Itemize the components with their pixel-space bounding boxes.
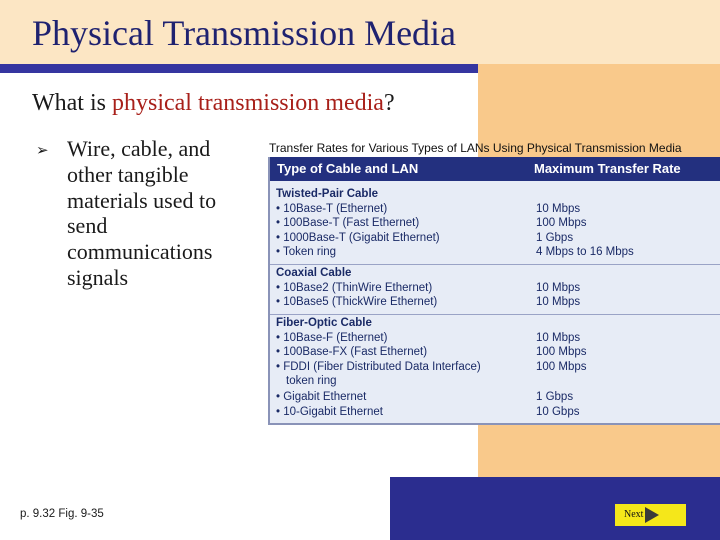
transfer-rate: 100 Mbps: [536, 360, 587, 373]
cable-type: • Gigabit Ethernet: [276, 390, 367, 403]
play-arrow-icon: [645, 507, 659, 523]
cable-type: • 10Base-T (Ethernet): [276, 202, 388, 215]
table-header: [270, 157, 720, 181]
table-row: [270, 217, 720, 232]
table-row: [270, 391, 720, 406]
table-row: [270, 406, 720, 421]
group-name: Twisted-Pair Cable: [276, 188, 379, 200]
cable-type: • 10Base-F (Ethernet): [276, 331, 388, 344]
column-header-type: Type of Cable and LAN: [277, 161, 419, 176]
slide-title: Physical Transmission Media: [32, 13, 457, 53]
table-row: [270, 232, 720, 247]
cable-type: • 1000Base-T (Gigabit Ethernet): [276, 231, 440, 244]
table-group-twisted-pair: [270, 188, 720, 261]
next-button-label: Next: [624, 509, 644, 520]
group-heading: [270, 317, 720, 332]
cable-type: • 10Base2 (ThinWire Ethernet): [276, 281, 433, 294]
table-row: [270, 346, 720, 361]
cable-type: • FDDI (Fiber Distributed Data Interface): [276, 360, 481, 373]
cable-type: • Token ring: [276, 246, 337, 259]
table-row: [270, 296, 720, 311]
transfer-rate: 4 Mbps to 16 Mbps: [536, 246, 634, 259]
transfer-rate-table: [268, 157, 720, 425]
transfer-rate: 10 Mbps: [536, 296, 581, 309]
table-row: [270, 332, 720, 347]
column-header-rate: Maximum Transfer Rate: [534, 161, 681, 176]
page-reference: p. 9.32 Fig. 9-35: [20, 508, 104, 520]
cable-type: • 100Base-FX (Fast Ethernet): [276, 346, 428, 359]
table-row: [270, 282, 720, 297]
cable-type: • 10-Gigabit Ethernet: [276, 405, 383, 418]
table-row: [270, 203, 720, 218]
title-rule: [0, 64, 478, 73]
cable-type: • 10Base5 (ThickWire Ethernet): [276, 296, 438, 309]
transfer-rate: 10 Mbps: [536, 281, 581, 294]
group-name: Coaxial Cable: [276, 267, 352, 279]
question-prefix: What is: [32, 90, 112, 116]
group-heading: [270, 267, 720, 282]
table-group-coaxial: [270, 264, 720, 311]
question-suffix: ?: [383, 90, 395, 116]
transfer-rate: 100 Mbps: [536, 346, 587, 359]
transfer-rate: 10 Gbps: [536, 405, 580, 418]
next-button[interactable]: [615, 504, 686, 526]
cable-type: • 100Base-T (Fast Ethernet): [276, 217, 420, 230]
group-heading: [270, 188, 720, 203]
slide-question: [32, 90, 395, 117]
transfer-rate: 10 Mbps: [536, 331, 581, 344]
transfer-rate: 1 Gbps: [536, 231, 574, 244]
group-name: Fiber-Optic Cable: [276, 317, 372, 329]
question-highlight: physical transmission media: [111, 90, 384, 116]
cable-type-continued: token ring: [286, 375, 337, 388]
table-row: [270, 246, 720, 261]
table-row: [270, 361, 720, 376]
table-group-fiber-optic: [270, 314, 720, 420]
figure-caption: Transfer Rates for Various Types of LANs Using Physical Transmission Media: [269, 141, 682, 155]
transfer-rate: 100 Mbps: [536, 217, 587, 230]
bullet-text: Wire, cable, and other tangible materials used to send communications signals: [67, 136, 217, 290]
table-row: [270, 375, 720, 390]
bullet-arrow-icon: ➢: [36, 141, 49, 159]
transfer-rate: 10 Mbps: [536, 202, 581, 215]
transfer-rate: 1 Gbps: [536, 390, 574, 403]
